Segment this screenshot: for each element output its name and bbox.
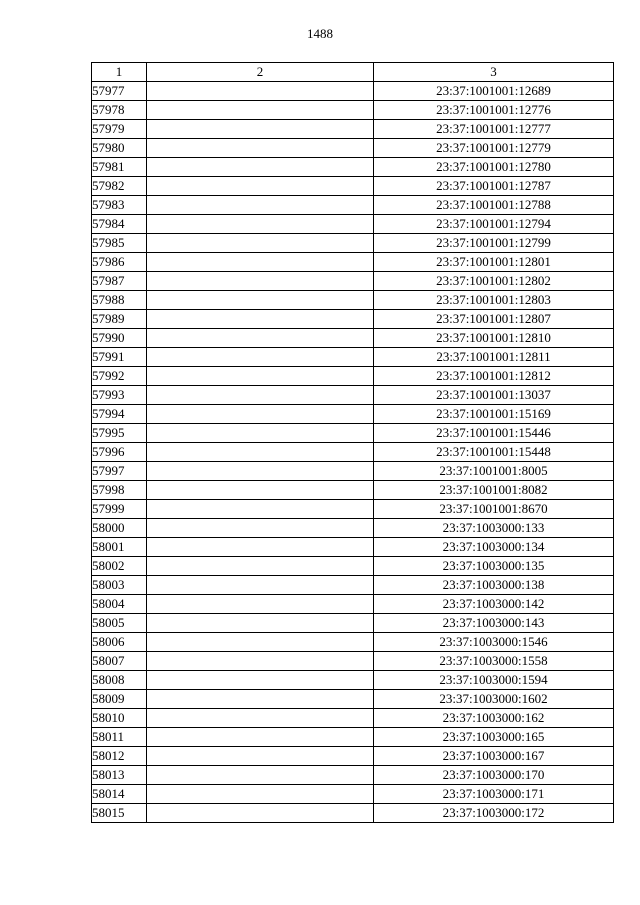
cadastral-number: 23:37:1001001:12810 — [374, 329, 614, 348]
row-col-2 — [147, 462, 374, 481]
cadastral-number: 23:37:1001001:13037 — [374, 386, 614, 405]
row-number: 57983 — [92, 196, 147, 215]
table-row — [92, 576, 614, 595]
table-row — [92, 462, 614, 481]
cadastral-number: 23:37:1001001:12794 — [374, 215, 614, 234]
table-row — [92, 424, 614, 443]
row-number: 57991 — [92, 348, 147, 367]
cadastral-number: 23:37:1003000:138 — [374, 576, 614, 595]
table-row — [92, 253, 614, 272]
row-col-2 — [147, 747, 374, 766]
cadastral-number: 23:37:1001001:15448 — [374, 443, 614, 462]
row-number: 57999 — [92, 500, 147, 519]
cadastral-number: 23:37:1003000:1602 — [374, 690, 614, 709]
row-number: 58002 — [92, 557, 147, 576]
row-col-2 — [147, 519, 374, 538]
row-col-2 — [147, 101, 374, 120]
row-number: 57994 — [92, 405, 147, 424]
cadastral-number: 23:37:1001001:12812 — [374, 367, 614, 386]
row-col-2 — [147, 405, 374, 424]
row-col-2 — [147, 215, 374, 234]
row-number: 58003 — [92, 576, 147, 595]
table-row — [92, 747, 614, 766]
row-number: 58014 — [92, 785, 147, 804]
table-row — [92, 291, 614, 310]
table-row — [92, 405, 614, 424]
cadastral-number: 23:37:1001001:8670 — [374, 500, 614, 519]
cadastral-number: 23:37:1001001:12780 — [374, 158, 614, 177]
row-number: 58009 — [92, 690, 147, 709]
cadastral-number: 23:37:1001001:12689 — [374, 82, 614, 101]
table-row — [92, 500, 614, 519]
row-number: 57990 — [92, 329, 147, 348]
cadastral-number: 23:37:1001001:12802 — [374, 272, 614, 291]
cadastral-number: 23:37:1003000:133 — [374, 519, 614, 538]
table-row — [92, 652, 614, 671]
cadastral-number: 23:37:1001001:8005 — [374, 462, 614, 481]
table-row — [92, 348, 614, 367]
row-col-2 — [147, 614, 374, 633]
table-row — [92, 101, 614, 120]
cadastral-number: 23:37:1003000:135 — [374, 557, 614, 576]
page-number: 1488 — [307, 26, 333, 41]
cadastral-number: 23:37:1003000:142 — [374, 595, 614, 614]
row-col-2 — [147, 633, 374, 652]
row-col-2 — [147, 348, 374, 367]
table-row — [92, 728, 614, 747]
row-col-2 — [147, 329, 374, 348]
row-number: 58004 — [92, 595, 147, 614]
row-col-2 — [147, 481, 374, 500]
row-col-2 — [147, 120, 374, 139]
cadastral-number: 23:37:1001001:12811 — [374, 348, 614, 367]
table-row — [92, 234, 614, 253]
registry-table — [91, 62, 614, 823]
table-row — [92, 557, 614, 576]
cadastral-number: 23:37:1003000:143 — [374, 614, 614, 633]
cadastral-number: 23:37:1001001:12787 — [374, 177, 614, 196]
cadastral-number: 23:37:1001001:12799 — [374, 234, 614, 253]
header-row — [92, 63, 614, 82]
cadastral-number: 23:37:1001001:12777 — [374, 120, 614, 139]
cadastral-number: 23:37:1001001:8082 — [374, 481, 614, 500]
table-row — [92, 595, 614, 614]
cadastral-number: 23:37:1001001:12788 — [374, 196, 614, 215]
row-col-2 — [147, 367, 374, 386]
row-number: 58012 — [92, 747, 147, 766]
table-row — [92, 614, 614, 633]
row-number: 57982 — [92, 177, 147, 196]
row-number: 57980 — [92, 139, 147, 158]
row-number: 58006 — [92, 633, 147, 652]
table-row — [92, 709, 614, 728]
row-col-2 — [147, 253, 374, 272]
cadastral-number: 23:37:1003000:1594 — [374, 671, 614, 690]
row-col-2 — [147, 310, 374, 329]
row-number: 58010 — [92, 709, 147, 728]
row-number: 57988 — [92, 291, 147, 310]
row-number: 57984 — [92, 215, 147, 234]
row-col-2 — [147, 709, 374, 728]
table-row — [92, 481, 614, 500]
cadastral-number: 23:37:1003000:1558 — [374, 652, 614, 671]
table-row — [92, 120, 614, 139]
row-col-2 — [147, 196, 374, 215]
row-col-2 — [147, 82, 374, 101]
row-col-2 — [147, 728, 374, 747]
table-row — [92, 785, 614, 804]
cadastral-number: 23:37:1001001:12807 — [374, 310, 614, 329]
row-number: 58008 — [92, 671, 147, 690]
table-row — [92, 272, 614, 291]
row-col-2 — [147, 652, 374, 671]
row-number: 58007 — [92, 652, 147, 671]
row-number: 58000 — [92, 519, 147, 538]
row-col-2 — [147, 443, 374, 462]
table-row — [92, 367, 614, 386]
row-number: 58001 — [92, 538, 147, 557]
row-number: 57998 — [92, 481, 147, 500]
row-number: 57995 — [92, 424, 147, 443]
row-number: 58011 — [92, 728, 147, 747]
cadastral-number: 23:37:1003000:167 — [374, 747, 614, 766]
row-col-2 — [147, 158, 374, 177]
header-col-3: 3 — [374, 63, 614, 82]
table-row — [92, 633, 614, 652]
row-col-2 — [147, 291, 374, 310]
row-number: 57989 — [92, 310, 147, 329]
row-col-2 — [147, 766, 374, 785]
table-row — [92, 386, 614, 405]
row-col-2 — [147, 177, 374, 196]
row-number: 57985 — [92, 234, 147, 253]
table-row — [92, 804, 614, 823]
row-number: 57996 — [92, 443, 147, 462]
row-number: 57978 — [92, 101, 147, 120]
cadastral-number: 23:37:1003000:172 — [374, 804, 614, 823]
table-row — [92, 766, 614, 785]
row-col-2 — [147, 557, 374, 576]
row-number: 57979 — [92, 120, 147, 139]
table-row — [92, 177, 614, 196]
row-number: 57986 — [92, 253, 147, 272]
table-row — [92, 690, 614, 709]
cadastral-number: 23:37:1001001:15446 — [374, 424, 614, 443]
row-number: 58013 — [92, 766, 147, 785]
row-col-2 — [147, 139, 374, 158]
row-number: 57987 — [92, 272, 147, 291]
row-col-2 — [147, 500, 374, 519]
table-row — [92, 82, 614, 101]
row-col-2 — [147, 234, 374, 253]
row-col-2 — [147, 424, 374, 443]
cadastral-number: 23:37:1003000:165 — [374, 728, 614, 747]
row-col-2 — [147, 690, 374, 709]
table-row — [92, 139, 614, 158]
row-col-2 — [147, 785, 374, 804]
table-row — [92, 196, 614, 215]
row-number: 57981 — [92, 158, 147, 177]
row-col-2 — [147, 671, 374, 690]
cadastral-number: 23:37:1003000:134 — [374, 538, 614, 557]
row-number: 57997 — [92, 462, 147, 481]
cadastral-number: 23:37:1001001:12779 — [374, 139, 614, 158]
row-col-2 — [147, 386, 374, 405]
cadastral-number: 23:37:1003000:171 — [374, 785, 614, 804]
table-row — [92, 329, 614, 348]
row-col-2 — [147, 538, 374, 557]
cadastral-number: 23:37:1001001:12776 — [374, 101, 614, 120]
table-header — [92, 63, 614, 82]
cadastral-number: 23:37:1001001:15169 — [374, 405, 614, 424]
row-number: 58005 — [92, 614, 147, 633]
row-col-2 — [147, 595, 374, 614]
table-row — [92, 443, 614, 462]
row-number: 57993 — [92, 386, 147, 405]
row-col-2 — [147, 576, 374, 595]
cadastral-number: 23:37:1001001:12803 — [374, 291, 614, 310]
row-col-2 — [147, 804, 374, 823]
cadastral-number: 23:37:1003000:162 — [374, 709, 614, 728]
table-row — [92, 671, 614, 690]
table-row — [92, 538, 614, 557]
cadastral-number: 23:37:1003000:1546 — [374, 633, 614, 652]
cadastral-number: 23:37:1001001:12801 — [374, 253, 614, 272]
row-number: 57977 — [92, 82, 147, 101]
table-row — [92, 310, 614, 329]
table-row — [92, 215, 614, 234]
cadastral-number: 23:37:1003000:170 — [374, 766, 614, 785]
row-number: 58015 — [92, 804, 147, 823]
row-col-2 — [147, 272, 374, 291]
table-body — [92, 82, 614, 823]
header-col-2: 2 — [147, 63, 374, 82]
row-number: 57992 — [92, 367, 147, 386]
table-row — [92, 158, 614, 177]
table-row — [92, 519, 614, 538]
header-col-1: 1 — [92, 63, 147, 82]
